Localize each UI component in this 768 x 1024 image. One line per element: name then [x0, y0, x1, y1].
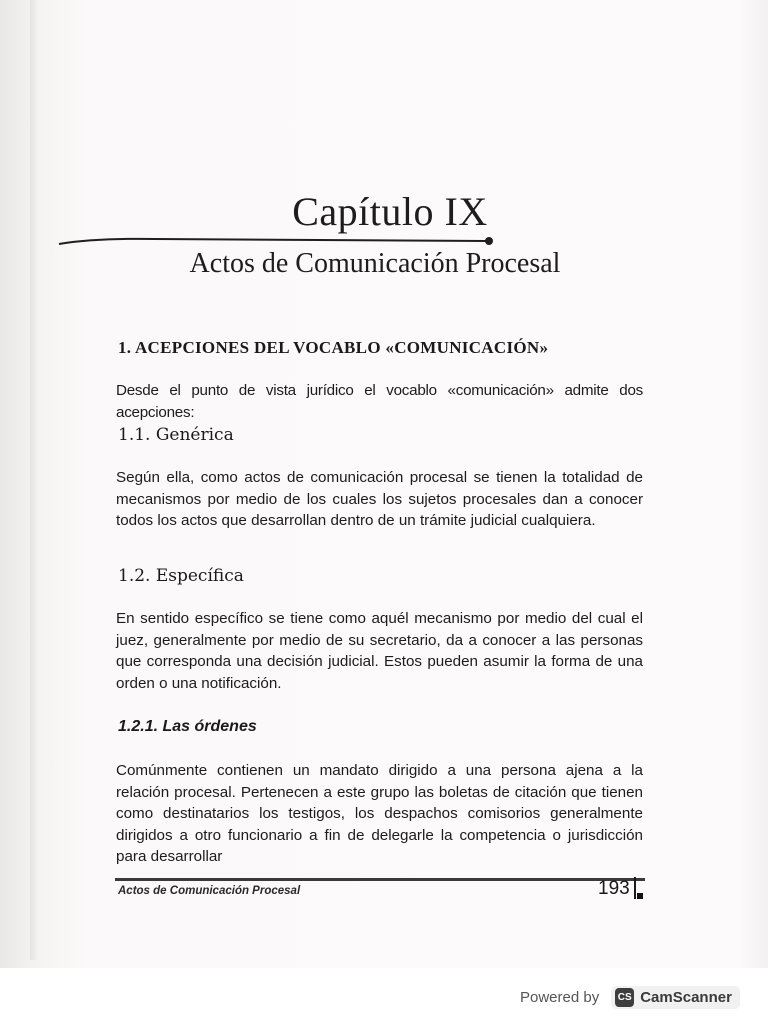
subsubsection-heading-ordenes: 1.2.1. Las órdenes	[118, 718, 257, 735]
footer-running-title: Actos de Comunicación Procesal	[118, 885, 301, 897]
page-shadow-right	[740, 0, 768, 975]
camscanner-watermark	[520, 985, 740, 1009]
chapter-title: Capítulo IX	[292, 189, 488, 234]
watermark-powered-by: Powered by	[520, 988, 600, 1006]
page-shadow-left	[30, 0, 38, 960]
section-heading: 1. ACEPCIONES DEL VOCABLO «COMUNICACIÓN»	[118, 338, 549, 357]
paragraph-ordenes: Comúnmente contienen un mandato dirigido a una persona ajena a la relación procesal. Pertenecen a este grupo las boletas de citación que tienen como destinatarios los testigos, los despachos comisorios generalmente dirigidos a otro funcionario a fin de delegarle la competencia o jurisdicción para desarrollar	[116, 762, 643, 865]
paragraph-generica: Según ella, como actos de comunicación procesal se tienen la totalidad de mecanismos por medio de los cuales los sujetos procesales dan a conocer todos los actos que desarrollan dentro de un trámite judicial cualquiera.	[116, 469, 643, 529]
camscanner-logo-icon: CS	[615, 988, 634, 1007]
page-number: 193	[598, 878, 630, 899]
paragraph-especifica: En sentido específico se tiene como aquél mecanismo por medio del cual el juez, generalmente por medio de su secretario, da a conocer a las personas que corresponda una decisión judicial. Estos pueden asumir la forma de una orden o una notificación.	[116, 610, 643, 692]
subsection-heading-especifica: 1.2. Específica	[118, 566, 244, 586]
watermark-badge	[611, 986, 740, 1009]
chapter-subtitle: Actos de Comunicación Procesal	[189, 248, 561, 279]
subsection-heading-generica: 1.1. Genérica	[118, 425, 234, 445]
section-intro: Desde el punto de vista jurídico el vocablo «comunicación» admite dos acepciones:	[116, 382, 643, 421]
watermark-brand: CamScanner	[640, 988, 732, 1006]
page-number-corner-dot	[637, 893, 643, 899]
page-number-corner-mark	[634, 877, 636, 899]
footer-rule	[115, 878, 645, 881]
